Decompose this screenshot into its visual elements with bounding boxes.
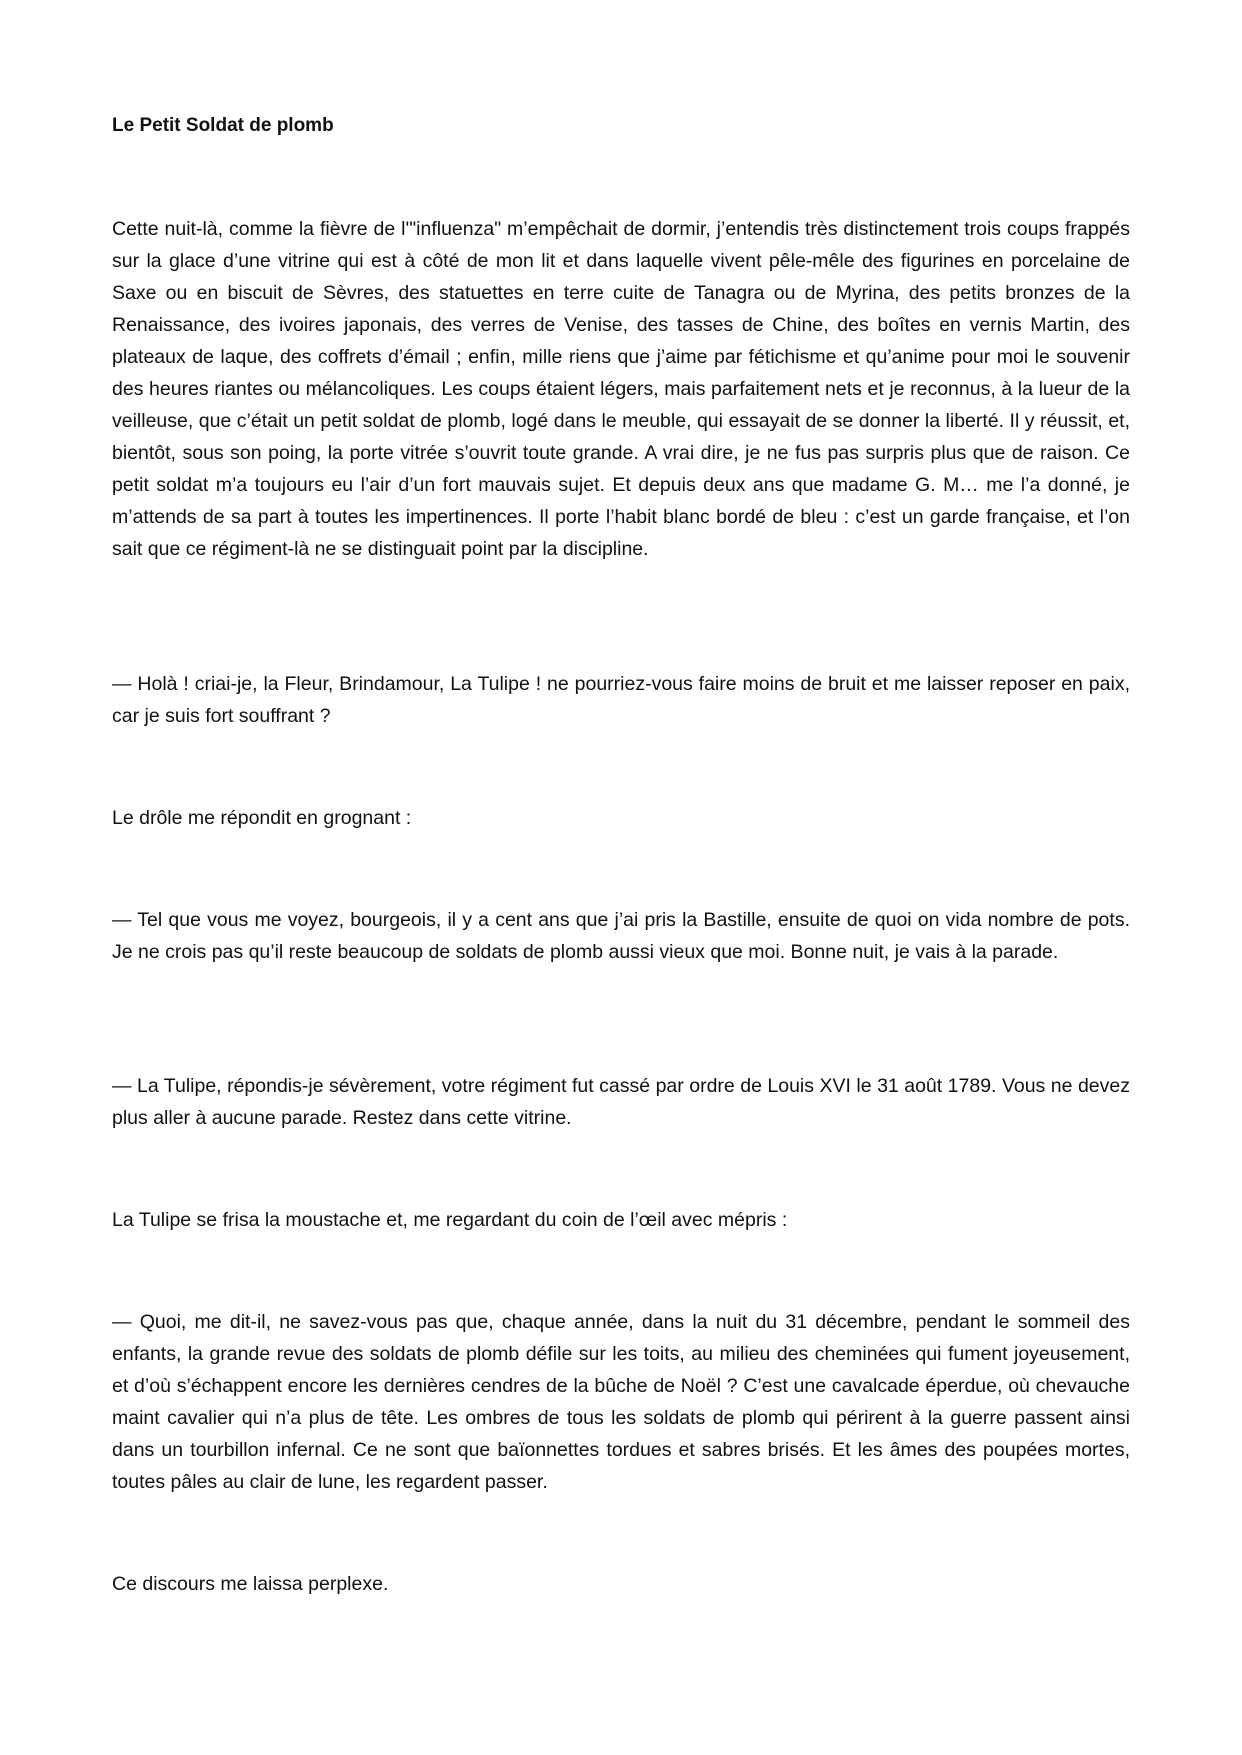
paragraph-perplexe: Ce discours me laissa perplexe.: [112, 1573, 389, 1595]
paragraph-regiment: — La Tulipe, répondis-je sévèrement, votre régiment fut cassé par ordre de Louis XVI le 31 août 1789. Vous ne devez plus aller à aucune parade. Restez dans cette vitrine.: [112, 1075, 1130, 1129]
document-title: Le Petit Soldat de plomb: [112, 115, 334, 136]
paragraph-moustache: La Tulipe se frisa la moustache et, me regardant du coin de l’œil avec mépris :: [112, 1209, 788, 1231]
paragraph-drole: Le drôle me répondit en grognant :: [112, 807, 412, 829]
paragraph-revue: — Quoi, me dit-il, ne savez-vous pas que, chaque année, dans la nuit du 31 décembre, pendant le sommeil des enfants, la grande revue des soldats de plomb défile sur les toits, au milieu des cheminées qui fument joyeusement, et d’où s’échappent encore les dernières cendres de la bûche de Noël ? C’est une cavalcade éperdue, où chevauche maint cavalier qui n’a plus de tête. Les ombres de tous les soldats de plomb qui périrent à la guerre passent ainsi dans un tourbillon infernal. Ce ne sont que baïonnettes tordues et sabres brisés. Et les âmes des poupées mortes, toutes pâles au clair de lune, les regardent passer.: [112, 1311, 1130, 1493]
paragraph-hola: — Holà ! criai-je, la Fleur, Brindamour, La Tulipe ! ne pourriez-vous faire moins de bruit et me laisser reposer en paix, car je suis fort souffrant ?: [112, 673, 1130, 727]
paragraph-bastille: — Tel que vous me voyez, bourgeois, il y a cent ans que j’ai pris la Bastille, ensuite de quoi on vida nombre de pots. Je ne crois pas qu’il reste beaucoup de soldats de plomb aussi vieux que moi. Bonne nuit, je vais à la parade.: [112, 909, 1130, 963]
paragraph-vitrine: Cette nuit-là, comme la fièvre de l'"influenza" m’empêchait de dormir, j’entendis très distinctement trois coups frappés sur la glace d’une vitrine qui est à côté de mon lit et dans laquelle vivent pêle-mêle des figurines en porcelaine de Saxe ou en biscuit de Sèvres, des statuettes en terre cuite de Tanagra ou de Myrina, des petits bronzes de la Renaissance, des ivoires japonais, des verres de Venise, des tasses de Chine, des boîtes en vernis Martin, des plateaux de laque, des coffrets d’émail ; enfin, mille riens que j’aime par fétichisme et qu’anime pour moi le souvenir des heures riantes ou mélancoliques. Les coups étaient légers, mais parfaitement nets et je reconnus, à la lueur de la veilleuse, que c’était un petit soldat de plomb, logé dans le meuble, qui essayait de se donner la liberté. Il y réussit, et, bientôt, sous son poing, la porte vitrée s’ouvrit toute grande. A vrai dire, je ne fus pas surpris plus que de raison. Ce petit soldat m’a toujours eu l’air d’un fort mauvais sujet. Et depuis deux ans que madame G. M… me l’a donné, je m’attends de sa part à toutes les impertinences. Il porte l’habit blanc bordé de bleu : c’est un garde française, et l’on sait que ce régiment-là ne se distinguait point par la discipline.: [112, 218, 1130, 560]
